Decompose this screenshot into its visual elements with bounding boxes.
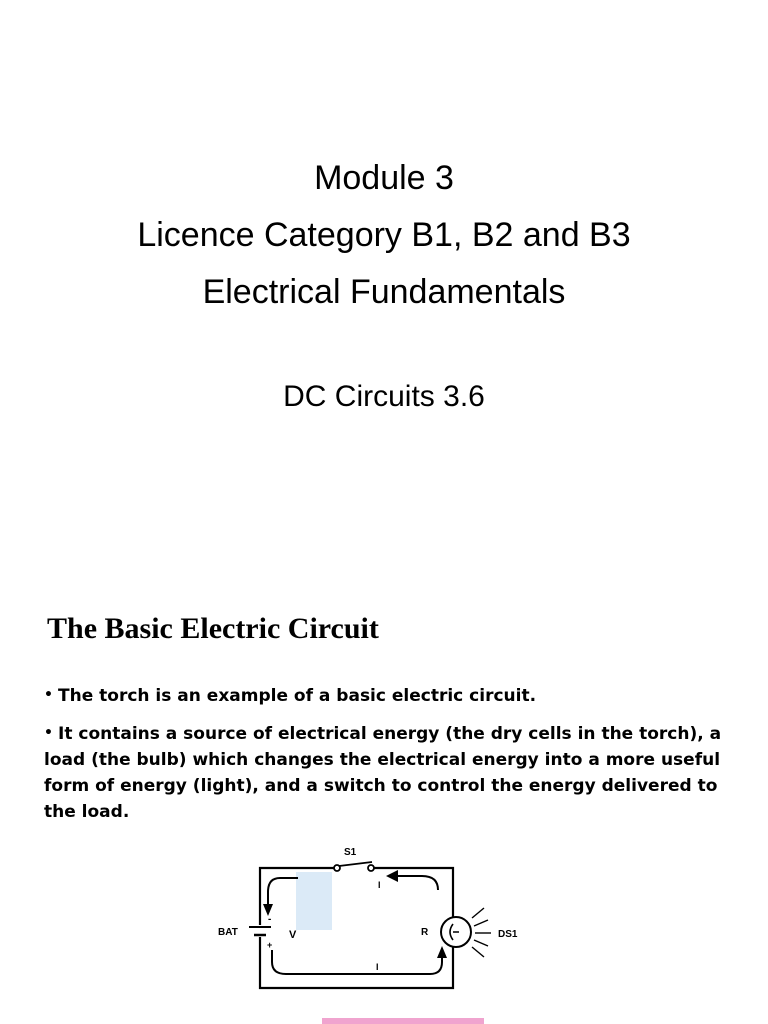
- resistance-label: R: [421, 927, 429, 938]
- arrow-head: [263, 904, 273, 916]
- highlight-rect: [296, 872, 332, 930]
- battery-minus-label: -: [268, 914, 272, 925]
- bullet-dot: •: [44, 725, 53, 741]
- current-arrow-bottom: [272, 950, 442, 974]
- voltage-label: V: [289, 929, 297, 941]
- arrow-head: [386, 870, 398, 882]
- bullet-text: It contains a source of electrical energy (the dry cells in the torch), a load (the bulb) which changes the electrical energy into a more useful form of energy (light), and a switch to control the energy delivered to the load.: [44, 724, 722, 822]
- bullet-dot: •: [44, 687, 53, 703]
- battery-label: BAT: [218, 927, 238, 938]
- current-label-top: I: [378, 880, 381, 890]
- lamp-ray: [472, 908, 484, 918]
- bullet-item: [44, 720, 734, 825]
- battery-plus-label: +: [267, 940, 273, 950]
- title-line-licence: Licence Category B1, B2 and B3: [137, 216, 631, 254]
- title-line-module: Module 3: [314, 159, 454, 197]
- section-heading: The Basic Electric Circuit: [47, 612, 379, 645]
- lamp-ray: [472, 947, 484, 957]
- lamp-label: DS1: [498, 929, 518, 940]
- lamp-ray: [474, 920, 488, 926]
- current-arrow-top-left: [268, 878, 298, 910]
- bullet-text: The torch is an example of a basic electric circuit.: [58, 686, 537, 706]
- title-block: [0, 150, 768, 321]
- switch-lever: [339, 862, 372, 866]
- current-label-bottom: I: [376, 962, 379, 972]
- switch-label: S1: [344, 847, 357, 858]
- highlight-strip: [322, 1018, 484, 1024]
- title-line-subject: Electrical Fundamentals: [202, 273, 566, 311]
- lamp-ray: [474, 940, 488, 946]
- subtitle: DC Circuits 3.6: [283, 380, 485, 413]
- circuit-diagram: [210, 838, 550, 998]
- switch-contact-right: [368, 865, 374, 871]
- bullet-item: [44, 686, 536, 706]
- arrow-head: [437, 946, 447, 958]
